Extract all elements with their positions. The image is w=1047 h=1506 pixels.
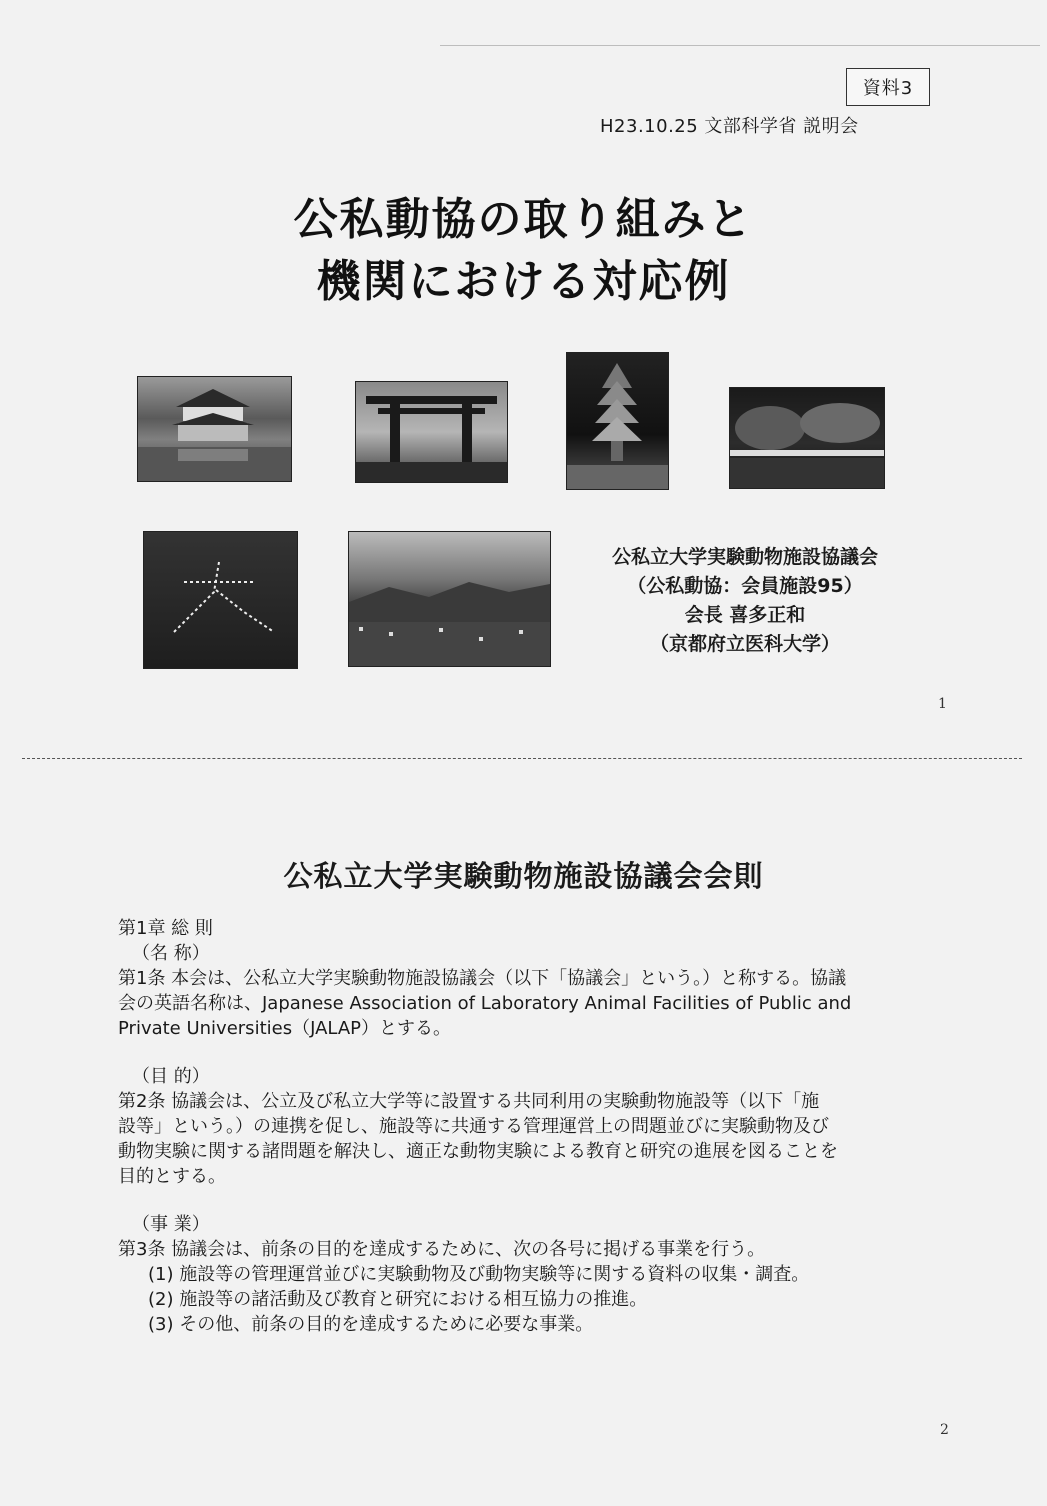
article1-line1: 第1条 本会は、公私立大学実験動物施設協議会（以下「協議会」という。）と称する。協議 xyxy=(118,968,847,989)
page-number-2: 2 xyxy=(940,1422,949,1438)
article3-item3: (3) その他、前条の目的を達成するために必要な事業。 xyxy=(148,1314,594,1335)
article2-line2: 設等」という。）の連携を促し、施設等に共通する管理運営上の問題並びに実験動物及び xyxy=(118,1116,829,1137)
org-member-count: （公私動協：会員施設95） xyxy=(627,575,863,597)
organization-info xyxy=(580,543,910,659)
page-number-1: 1 xyxy=(938,696,947,712)
section-heading-business: （事 業） xyxy=(132,1214,210,1235)
chapter-heading: 第1章 総 則 xyxy=(118,918,213,939)
page-divider xyxy=(22,758,1022,759)
daimonji-fire-photo xyxy=(143,531,298,669)
top-rule xyxy=(440,45,1040,46)
article1-line3: Private Universities（JALAP）とする。 xyxy=(118,1018,451,1039)
pagoda-night-photo xyxy=(566,352,669,490)
torii-gate-photo xyxy=(355,381,508,483)
illuminated-pond-photo xyxy=(729,387,885,489)
org-president: 会長 喜多正和 xyxy=(684,604,806,626)
slide-title-line1: 公私動協の取り組みと xyxy=(293,194,754,245)
article2-line3: 動物実験に関する諸問題を解決し、適正な動物実験による教育と研究の進展を図ることを xyxy=(118,1141,838,1162)
org-affiliation: （京都府立医科大学） xyxy=(649,633,840,655)
slide-title-line2: 機関における対応例 xyxy=(316,256,731,307)
section-heading-purpose: （目 的） xyxy=(132,1066,210,1087)
kyoto-city-night-photo xyxy=(348,531,551,667)
rules-title: 公私立大学実験動物施設協議会会則 xyxy=(283,859,764,893)
article3-item1: (1) 施設等の管理運営並びに実験動物及び動物実験等に関する資料の収集・調査。 xyxy=(148,1264,810,1285)
meeting-info: H23.10.25 文部科学省 説明会 xyxy=(600,116,859,137)
document-label: 資料3 xyxy=(846,68,930,106)
article3-item2: (2) 施設等の諸活動及び教育と研究における相互協力の推進。 xyxy=(148,1289,648,1310)
article2-line4: 目的とする。 xyxy=(118,1166,226,1187)
rules-body xyxy=(118,916,918,1337)
article2-line1: 第2条 協議会は、公立及び私立大学等に設置する共同利用の実験動物施設等（以下「施 xyxy=(118,1091,820,1112)
article1-line2: 会の英語名称は、Japanese Association of Laboratory Animal Facilities of Public and xyxy=(118,993,852,1014)
article3-line1: 第3条 協議会は、前条の目的を達成するために、次の各号に掲げる事業を行う。 xyxy=(118,1239,766,1260)
org-name: 公私立大学実験動物施設協議会 xyxy=(611,546,878,568)
section-heading-name: （名 称） xyxy=(132,943,210,964)
kinkakuji-photo xyxy=(137,376,292,482)
